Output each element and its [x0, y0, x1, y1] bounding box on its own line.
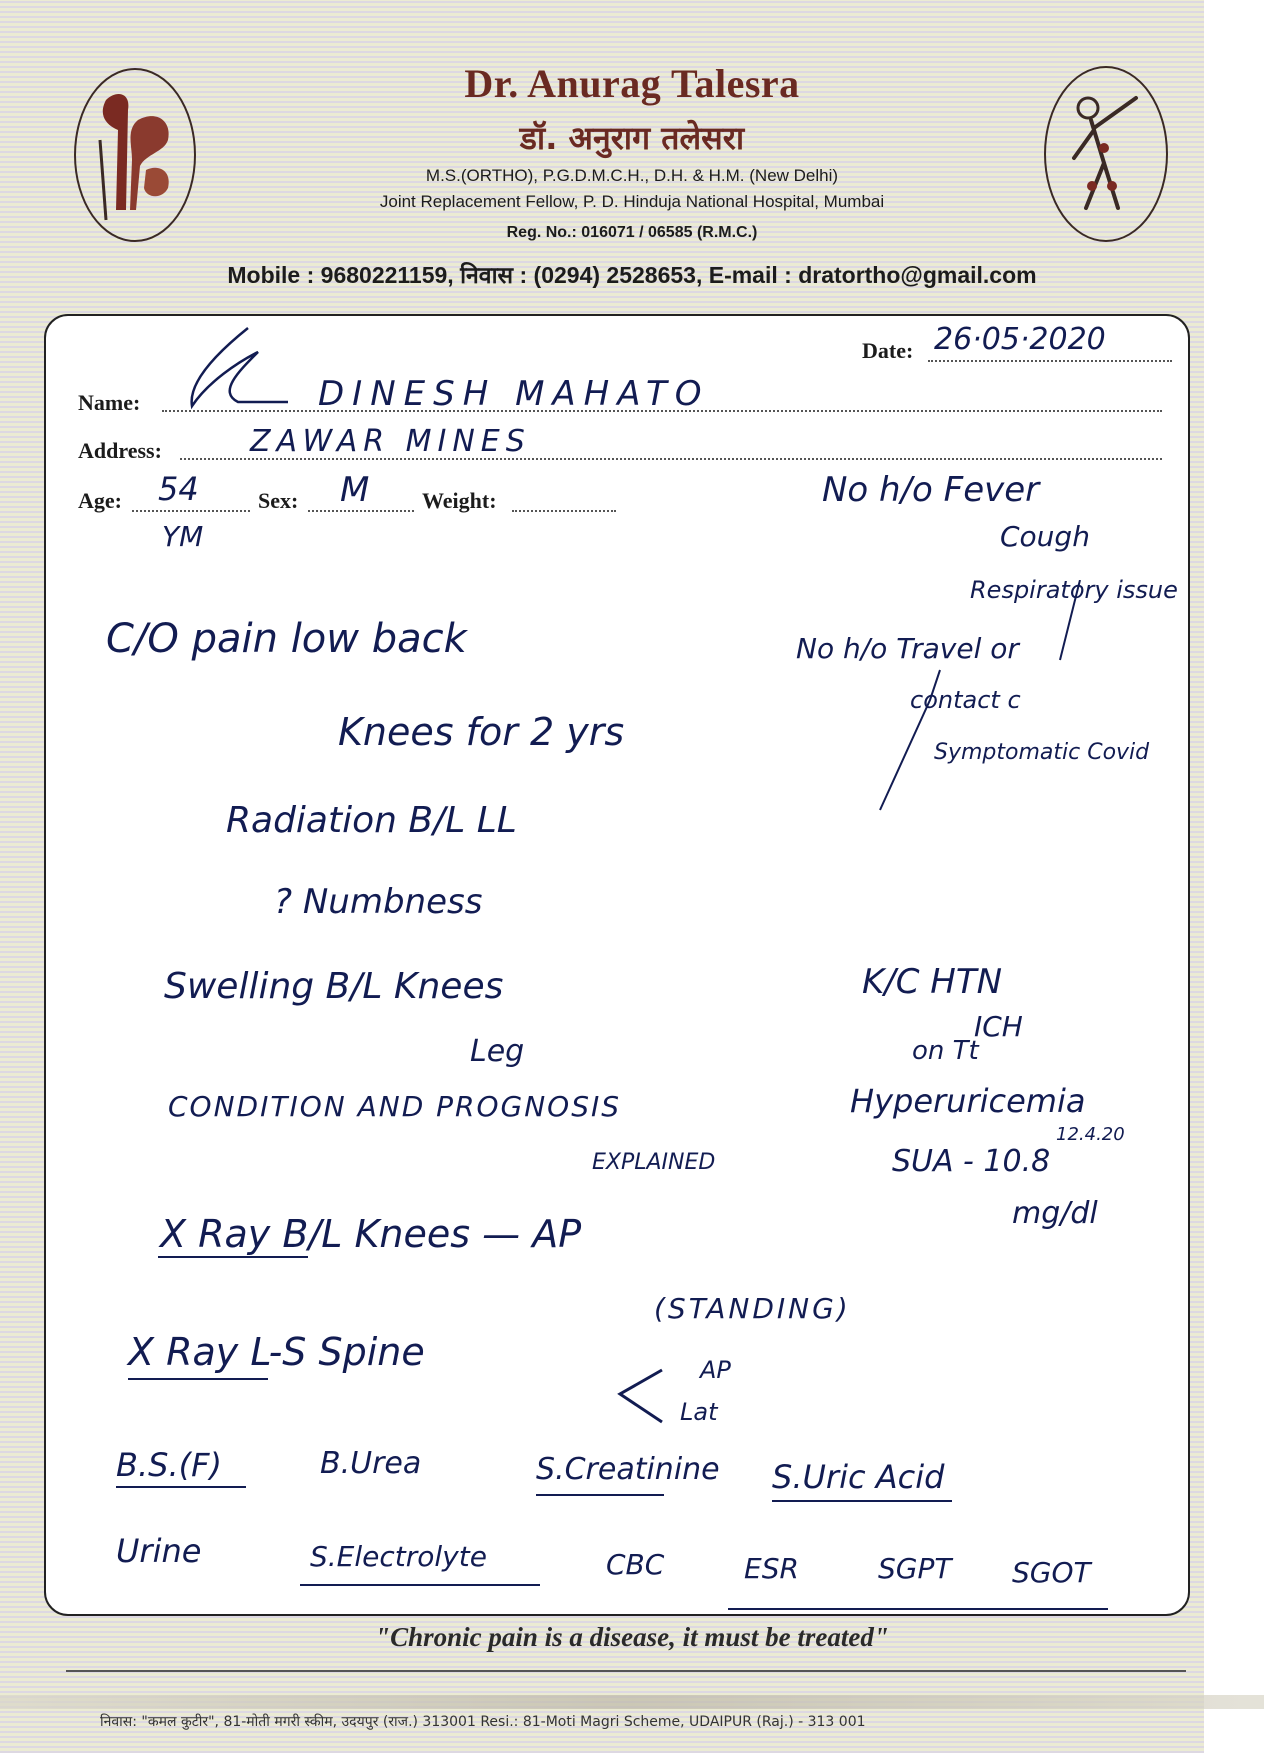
age-line	[132, 510, 250, 512]
footer-strip	[0, 1695, 1264, 1709]
sex-line	[308, 510, 414, 512]
finding-line: SUA - 10.8	[892, 1144, 1051, 1179]
history-line: contact c	[910, 686, 1021, 714]
finding-line: on Tt	[912, 1036, 979, 1066]
test-item: S.Uric Acid	[772, 1458, 945, 1496]
finding-line: ICH	[974, 1010, 1023, 1043]
test-item: CBC	[606, 1548, 665, 1581]
complaint-line: Radiation B/L LL	[226, 800, 517, 841]
complaint-line: EXPLAINED	[592, 1150, 716, 1175]
complaint-line: Knees for 2 yrs	[338, 710, 625, 754]
registration-number: Reg. No.: 016071 / 06585 (R.M.C.)	[506, 224, 758, 241]
sex-label: Sex:	[258, 488, 299, 513]
doctor-name-hindi: डॉ. अनुराग तलेसरा	[519, 119, 745, 157]
history-line: No h/o Travel or	[796, 632, 1019, 665]
underline	[728, 1608, 1108, 1610]
test-item: S.Creatinine	[536, 1452, 720, 1487]
investigation-line: X Ray L-S Spine	[128, 1330, 425, 1374]
finding-line: 12.4.20	[1056, 1124, 1125, 1145]
test-item: B.Urea	[320, 1446, 422, 1481]
underline	[772, 1500, 952, 1502]
underline	[158, 1256, 308, 1258]
signature-mark	[178, 322, 298, 418]
complaint-line: Leg	[470, 1034, 525, 1069]
date-value: 26·05·2020	[934, 322, 1106, 357]
complaint-line: C/O pain low back	[106, 616, 467, 662]
footer-divider	[66, 1670, 1186, 1672]
complaint-line: ? Numbness	[274, 882, 483, 922]
test-item: SGOT	[1012, 1556, 1091, 1589]
history-brace	[840, 580, 1100, 820]
date-label: Date:	[862, 338, 914, 363]
investigation-line: Lat	[680, 1398, 718, 1426]
investigation-line: X Ray B/L Knees — AP	[160, 1212, 582, 1256]
underline	[116, 1486, 246, 1488]
history-line: No h/o Fever	[822, 470, 1040, 510]
weight-label: Weight:	[422, 488, 497, 513]
investigation-line: (STANDING)	[654, 1292, 851, 1325]
history-line: Respiratory issue	[970, 576, 1178, 604]
finding-line: mg/dl	[1012, 1196, 1098, 1231]
underline	[128, 1378, 268, 1380]
history-line: Cough	[1000, 520, 1090, 553]
weight-line	[512, 510, 616, 512]
age-sub-value: YM	[162, 520, 204, 553]
bracket-mark	[612, 1366, 672, 1426]
test-item: SGPT	[878, 1552, 952, 1585]
name-label: Name:	[78, 390, 141, 415]
footer-address: निवास: "कमल कुटीर", 81-मोती मगरी स्कीम, उदयपुर (राज.) 313001 Resi.: 81-Moti Magri Scheme, UDAIPUR (Raj.) - 313 001	[100, 1714, 866, 1730]
finding-line: K/C HTN	[862, 962, 1003, 1002]
underline	[300, 1584, 540, 1586]
complaint-line: CONDITION AND PROGNOSIS	[168, 1090, 622, 1123]
doctor-name: Dr. Anurag Talesra	[464, 61, 800, 106]
footer-quote: "Chronic pain is a disease, it must be treated"	[375, 1622, 889, 1652]
age-value: 54	[158, 470, 199, 508]
age-label: Age:	[78, 488, 122, 513]
investigation-line: AP	[700, 1356, 731, 1384]
address-value: ZAWAR MINES	[250, 424, 531, 459]
test-item: Urine	[116, 1532, 202, 1570]
underline	[536, 1494, 664, 1496]
finding-line: Hyperuricemia	[850, 1082, 1086, 1120]
complaint-line: Swelling B/L Knees	[164, 966, 504, 1007]
test-item: B.S.(F)	[116, 1446, 222, 1484]
history-line: Symptomatic Covid	[934, 740, 1150, 765]
address-label: Address:	[78, 438, 162, 463]
name-value: DINESH MAHATO	[318, 374, 710, 414]
test-item: ESR	[744, 1552, 799, 1585]
qualifications-line1: M.S.(ORTHO), P.G.D.M.C.H., D.H. & H.M. (New Delhi)	[425, 166, 839, 185]
test-item: S.Electrolyte	[310, 1540, 487, 1573]
qualifications-line2: Joint Replacement Fellow, P. D. Hinduja National Hospital, Mumbai	[379, 192, 885, 211]
date-line	[928, 360, 1172, 362]
sex-value: M	[340, 470, 370, 510]
contact-info: Mobile : 9680221159, निवास : (0294) 2528653, E-mail : dratortho@gmail.com	[227, 262, 1037, 288]
